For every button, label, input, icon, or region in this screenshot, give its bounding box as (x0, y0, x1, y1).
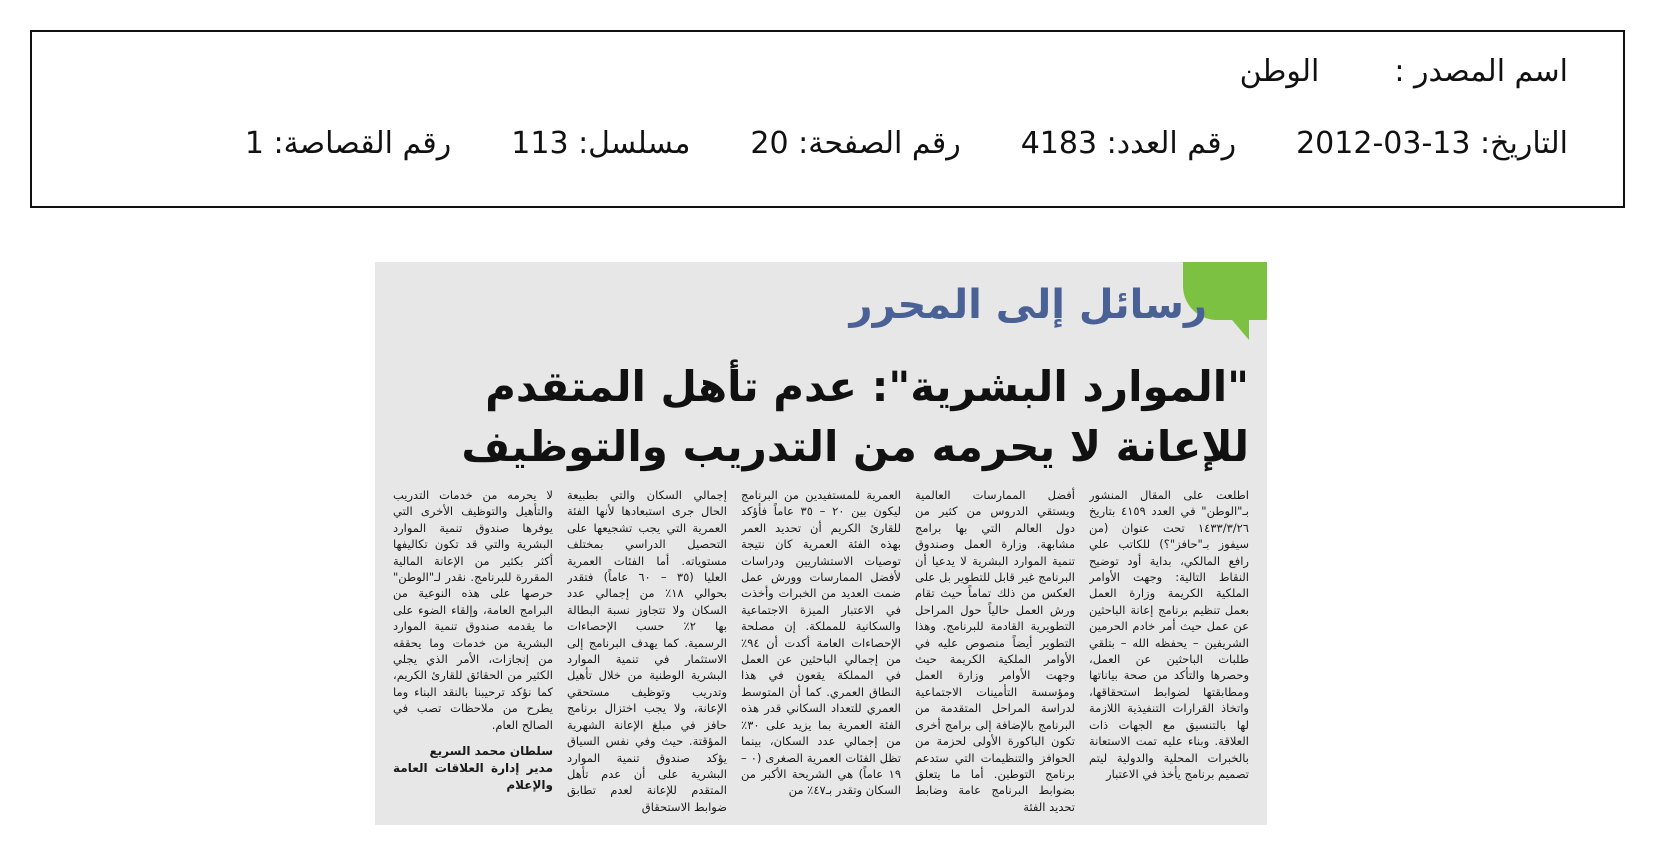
source-info-box (30, 30, 1625, 208)
source-label: اسم المصدر : (1394, 54, 1568, 89)
date-field: التاريخ: 13-03-2012 (1296, 126, 1568, 161)
article-column (393, 487, 553, 815)
section-title: رسائل إلى المحرر (849, 282, 1207, 328)
issue-number: رقم العدد: 4183 (1020, 126, 1237, 161)
newspaper-clipping (375, 262, 1267, 825)
column-text: اطلعت على المقال المنشور بـ"الوطن" في العدد ٤١٥٩ بتاريخ ١٤٣٣/٣/٢٦ تحت عنوان (من سيفوز بـ"حافز"؟) للكاتب علي رافع المالكي، بداية أود توضيح النقاط التالية: وجهت الأوامر الملكية الكريمة وزارة العمل بعمل تنظيم برنامج إعانة الباحثين عن عمل حيث أمر خادم الحرمين الشريفين – يحفظه الله – بتلقي طلبات الباحثين عن العمل، وحصرها والتأكد من صحة بياناتها ومطابقتها لضوابط استحقاقها، واتخاذ القرارات التنفيذية اللازمة لها بالتنسيق مع الجهات ذات العلاقة. وبناء عليه تمت الاستعانة بالخبرات المحلية والدولية ليتم تصميم برنامج يأخذ في الاعتبار (1089, 488, 1249, 781)
article-column (567, 487, 727, 815)
article-column (1089, 487, 1249, 815)
clip-number: رقم القصاصة: 1 (244, 126, 452, 161)
article-headline: "الموارد البشرية": عدم تأهل المتقدم للإعانة لا يحرمه من التدريب والتوظيف (461, 362, 1249, 471)
meta-row (245, 124, 1568, 164)
serial-number: مسلسل: 113 (511, 126, 691, 161)
article-columns (393, 487, 1249, 815)
column-text: أفضل الممارسات العالمية ويستقي الدروس من كثير من دول العالم التي بها برامج مشابهة. وزارة العمل وصندوق تنمية الموارد البشرية لا يدعيا أن البرنامج غير قابل للتطوير بل على العكس من ذلك تماماً حيث تقام ورش العمل حالياً حول المراحل التطويرية القادمة للبرنامج. وهذا التطوير أيضاً منصوص عليه في الأوامر الملكية الكريمة حيث وجهت الأوامر وزارة العمل ومؤسسة التأمينات الاجتماعية لدراسة المراحل المتقدمة من البرنامج بالإضافة إلى برامج أخرى تكون الباكورة الأولى لحزمة من الحوافز والتنظيمات التي ستدعم برنامج التوطين. أما ما يتعلق بضوابط البرنامج عامة وضابط تحديد الفئة (915, 488, 1075, 814)
article-column (741, 487, 901, 815)
column-text: لا يحرمه من خدمات التدريب والتأهيل والتوظيف الأخرى التي يوفرها صندوق تنمية الموارد البشرية والتي قد تكون تكاليفها أكثر بكثير من الإعانة المالية المقررة للبرنامج. نقدر لـ"الوطن" حرصها على هذه النوعية من البرامج العامة، وإلقاء الضوء على ما يقدمه صندوق تنمية الموارد البشرية من خدمات وما يحققه من إنجازات، الأمر الذي يجلي الكثير من الحقائق للقارئ الكريم، كما نؤكد ترحيبنا بالنقد البناء وما يطرح من ملاحظات تصب في الصالح العام. (393, 488, 553, 732)
article-column (915, 487, 1075, 815)
signature-name: سلطان محمد السريع (429, 744, 553, 759)
column-text: إجمالي السكان والتي بطبيعة الحال جرى استبعادها لأنها الفئة العمرية التي يجب تشجيعها على التحصيل الدراسي بمختلف مستوياته. أما الفئات العمرية العليا (٣٥ – ٦٠ عاماً) فتقدر بحوالي ١٨٪ من إجمالي عدد السكان ولا تتجاوز نسبة البطالة بها ٢٪ حسب الإحصاءات الرسمية. كما يهدف البرنامج إلى الاستثمار في تنمية الموارد البشرية الوطنية من خلال تأهيل وتدريب وتوظيف مستحقي الإعانة، ولا يجب اختزال برنامج حافز في مبلغ الإعانة الشهرية المؤقتة. حيث وفي نفس السياق يؤكد صندوق تنمية الموارد البشرية على أن عدم تأهل المتقدم للإعانة لعدم تطابق ضوابط الاستحقاق (567, 488, 727, 814)
column-text: العمرية للمستفيدين من البرنامج ليكون بين ٢٠ – ٣٥ عاماً فأؤكد للقارئ الكريم أن تحديد العمر بهذه الفئة العمرية كان نتيجة توصيات الاستشاريين ودراسات لأفضل الممارسات وورش عمل ضمت العديد من الخبرات وأخذت في الاعتبار الميزة الاجتماعية والسكانية للمملكة. إن مصلحة الإحصاءات العامة أكدت أن ٩٤٪ من إجمالي الباحثين عن العمل في المملكة يقعون في هذا النطاق العمري. كما أن المتوسط العمري للتعداد السكاني قدر هذه الفئة العمرية بما يزيد على ٣٠٪ من إجمالي عدد السكان، بينما تظل الفئات العمرية الصغرى (٠ – ١٩ عاماً) هي الشريحة الأكبر من السكان وتقدر بـ٤٧٪ من (741, 488, 901, 798)
speech-bubble-tail (1227, 314, 1249, 340)
signature-title: مدير إدارة العلاقات العامة والإعلام (393, 761, 553, 793)
source-row (1240, 52, 1568, 92)
page-number: رقم الصفحة: 20 (750, 126, 961, 161)
source-value: الوطن (1239, 54, 1320, 89)
